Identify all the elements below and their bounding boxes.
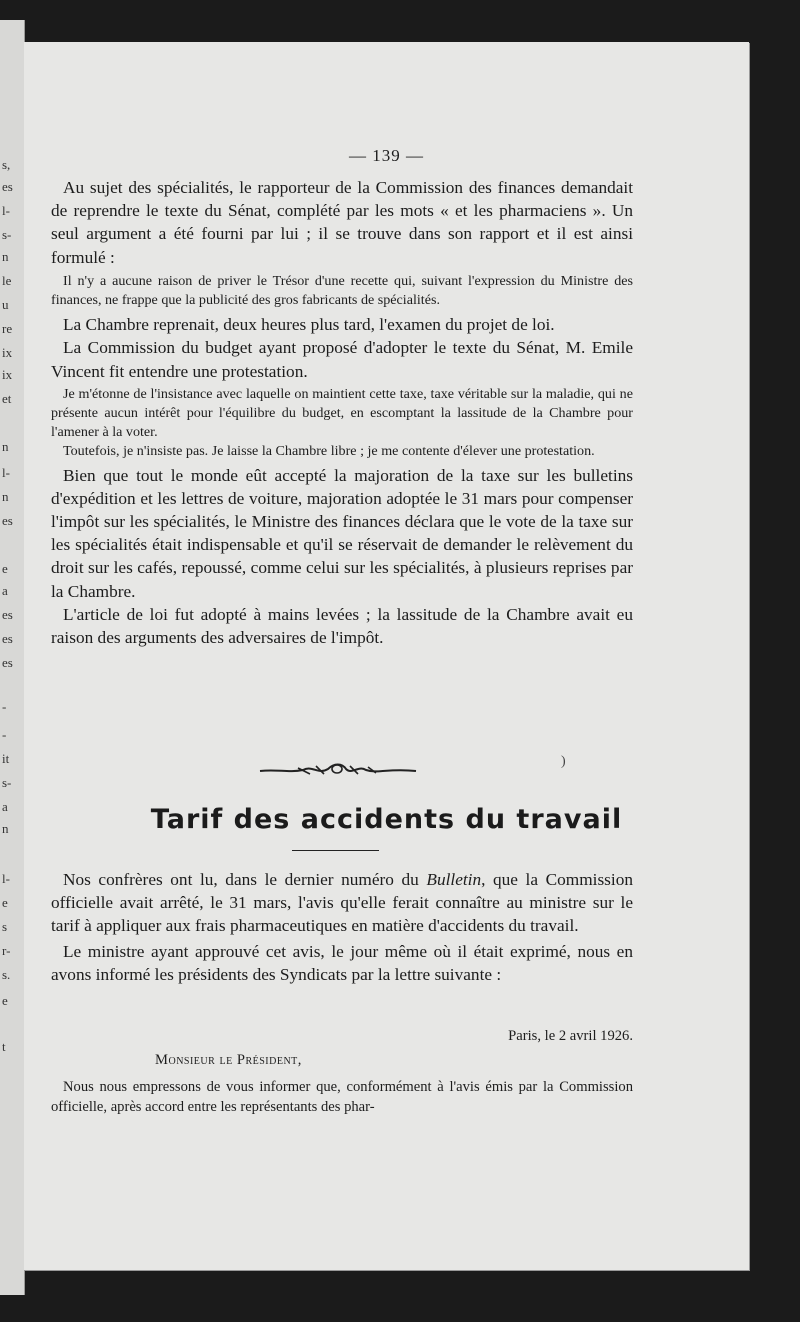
text-run: , que la Commission officielle avait arrêté, le 31 mars, l'avis qu'elle ferait connaître au ministre sur le tarif à appliquer aux frais pharmaceutiques en matière d'accidents du travail.	[51, 870, 633, 936]
paragraph: La Commission du budget ayant proposé d'adopter le texte du Sénat, M. Emile Vincent fit entendre une protestation.	[51, 338, 633, 381]
margin-fragment: n	[2, 821, 9, 836]
paragraph: L'article de loi fut adopté à mains levées ; la lassitude de la Chambre avait eu raison des arguments des adversaires de l'impôt.	[51, 604, 633, 648]
margin-fragment: n	[2, 249, 9, 264]
paragraph	[51, 868, 633, 938]
page-number: — 139 —	[349, 146, 424, 165]
margin-fragment: t	[2, 1039, 6, 1054]
margin-fragment: it	[2, 751, 10, 766]
margin-fragment: es	[2, 631, 13, 646]
letter-salutation: Monsieur le Président,	[155, 1052, 302, 1068]
letter-paragraph: Nous nous empressons de vous informer que, conformément à l'avis émis par la Commission officielle, après accord entre les représentants des phar-	[51, 1079, 633, 1115]
margin-fragment: e	[2, 895, 8, 910]
margin-fragment: s-	[2, 227, 12, 242]
margin-fragment: n	[2, 489, 9, 504]
margin-fragment: re	[2, 321, 13, 336]
paragraph: La Chambre reprenait, deux heures plus tard, l'examen du projet de loi.	[63, 315, 555, 335]
margin-fragment: u	[2, 297, 9, 312]
pencil-mark: )	[561, 754, 566, 769]
margin-fragment: es	[2, 179, 13, 194]
margin-fragment: s.	[2, 967, 11, 982]
margin-fragment: -	[2, 727, 7, 742]
margin-fragment: a	[2, 799, 8, 814]
margin-fragment: e	[2, 993, 8, 1008]
section-tarif	[51, 868, 633, 986]
title-rule	[292, 850, 379, 851]
previous-page-edge	[0, 20, 25, 1295]
margin-fragment: ix	[2, 345, 13, 360]
margin-fragment: a	[2, 583, 8, 598]
book-page	[24, 42, 749, 1270]
section-title: Tarif des accidents du travail	[150, 804, 623, 835]
margin-fragment: l-	[2, 465, 10, 480]
margin-fragment: -	[2, 699, 7, 714]
margin-fragment: n	[2, 439, 9, 454]
paragraph: Au sujet des spécialités, le rapporteur de la Commission des finances demandait de reprendre le texte du Sénat, complété par les mots « et les pharmaciens ». Un seul argument a été fourni par lui ; il se trouve dans son rapport et il est ainsi formulé :	[51, 178, 633, 267]
paragraph: Bien que tout le monde eût accepté la majoration de la taxe sur les bulletins d'expédition et les lettres de voiture, majoration adoptée le 31 mars pour compenser l'impôt sur les spécialités, le Ministre des finances déclara que le vote de la taxe sur les spécialités était indispensable et qu'il se réservait de demander le relèvement du droit sur les cafés, repoussé, comme celui sur les spécialités, à plusieurs reprises par la Chambre.	[51, 465, 633, 601]
margin-fragment: s	[2, 919, 8, 934]
margin-fragment: s,	[2, 157, 11, 172]
paragraph: Le ministre ayant approuvé cet avis, le jour même où il était exprimé, nous en avons informé les présidents des Syndicats par la lettre suivante :	[51, 941, 633, 984]
section-specialites	[51, 176, 633, 649]
margin-fragment: le	[2, 273, 12, 288]
margin-fragment: e	[2, 561, 8, 576]
margin-fragment: es	[2, 513, 13, 528]
letter-body	[51, 1078, 633, 1117]
margin-fragment: r-	[2, 943, 11, 958]
margin-fragment: s-	[2, 775, 12, 790]
quotation: Je m'étonne de l'insistance avec laquelle on maintient cette taxe, taxe véritable sur la maladie, qui ne présente aucun intérêt pour l'équilibre du budget, en escomptant la lassitude de la Chambre pour l'amener à la voter.	[51, 385, 633, 441]
text-run: Nos confrères ont lu, dans le dernier numéro du	[63, 870, 427, 889]
quotation: Toutefois, je n'insiste pas. Je laisse la Chambre libre ; je me contente d'élever une protestation.	[63, 443, 595, 460]
quotation: Il n'y a aucune raison de priver le Trésor d'une recette qui, suivant l'expression du Ministre des finances, ne frappe que la publicité des gros fabricants de spécialités.	[51, 272, 633, 309]
margin-fragment: et	[2, 391, 12, 406]
margin-fragment: l-	[2, 203, 10, 218]
italic-title: Bulletin	[426, 870, 482, 889]
margin-fragment: es	[2, 607, 13, 622]
margin-fragment: es	[2, 655, 13, 670]
decorative-ornament-icon	[258, 759, 418, 781]
margin-fragment: ix	[2, 367, 13, 382]
margin-fragment: l-	[2, 871, 10, 886]
letter-dateline: Paris, le 2 avril 1926.	[508, 1028, 633, 1044]
